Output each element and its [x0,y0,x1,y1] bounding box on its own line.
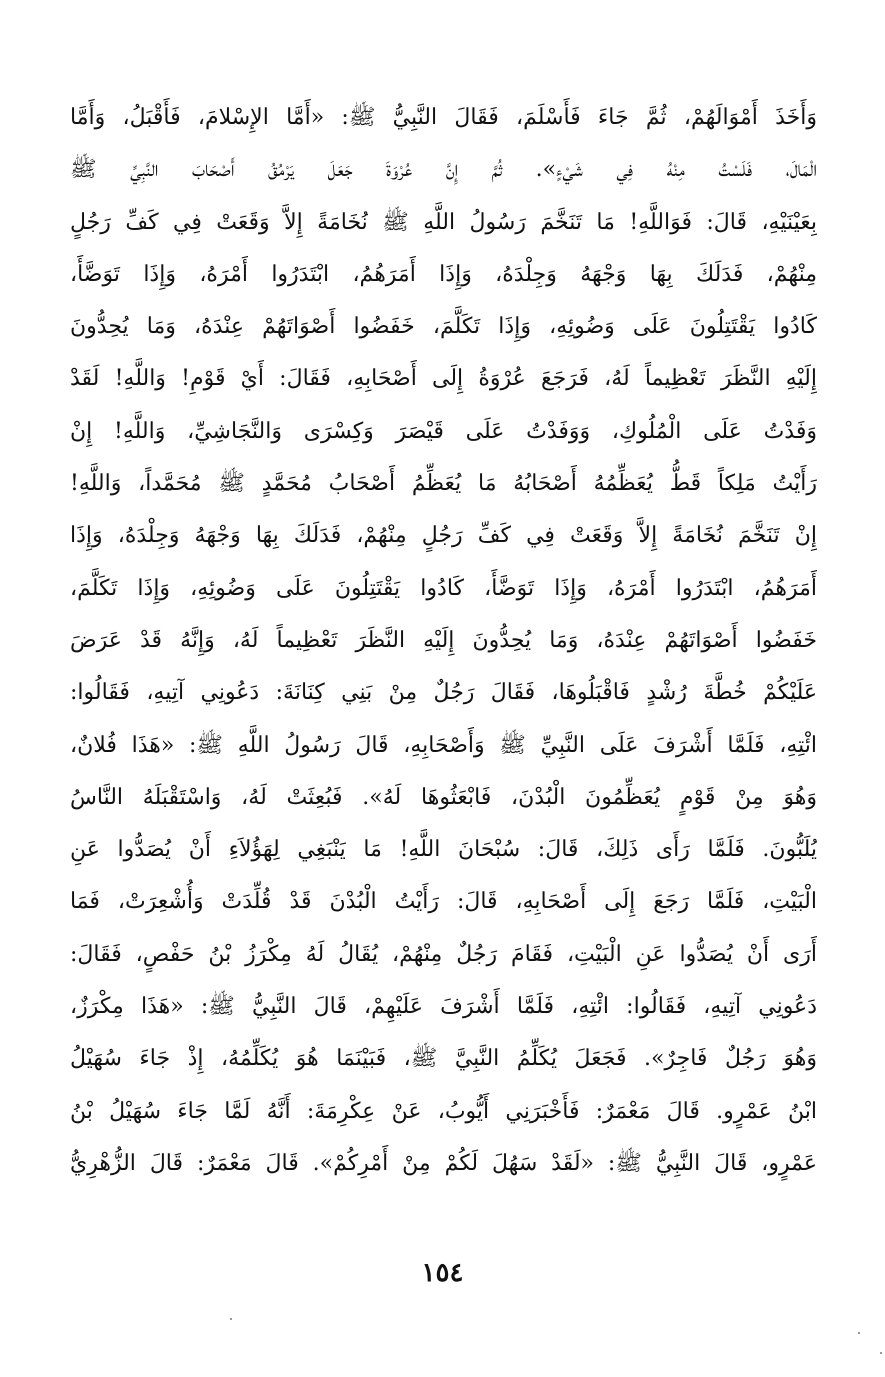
text-line: أَمَرَهُمُ، ابْتَدَرُوا أَمْرَهُ، وَإِذَا تَوَضَّأَ، كَادُوا يَقْتَتِلُونَ عَلَى وَضُوئِهِ، وَإِذَا تَكَلَّمَ، [70,575,817,601]
text-line: ائْتِهِ، فَلَمَّا أَشْرَفَ عَلَى النَّبِيِّ ﷺ وَأَصْحَابِهِ، قَالَ رَسُولُ اللَّهِ ﷺ: «هَذَا فُلانٌ، [70,732,817,758]
text-line: إِنْ تَنَخَّمَ نُخَامَةً إِلاَّ وَقَعَتْ فِي كَفِّ رَجُلٍ مِنْهُمْ، فَدَلَكَ بِهَا وَجْهَهُ وَجِلْدَهُ، وَإِذَا [70,523,817,549]
scan-speck [230,1318,232,1320]
text-line: إِلَيْهِ النَّظَرَ تَعْظِيماً لَهُ، فَرَجَعَ عُرْوَةُ إِلَى أَصْحَابِهِ، فَقَالَ: أَيْ قَوْمِ! وَاللَّهِ! لَقَدْ [70,366,817,392]
scan-speck [858,1332,860,1334]
text-line: وَهُوَ رَجُلٌ فَاجِرٌ». فَجَعَلَ يُكَلِّمُ النَّبِيَّ ﷺ، فَبَيْنَمَا هُوَ يُكَلِّمُهُ، إِذْ جَاءَ سُهَيْلُ [70,1046,817,1072]
text-line: وَأَخَذَ أَمْوَالَهُمْ، ثُمَّ جَاءَ فَأَسْلَمَ، فَقَالَ النَّبِيُّ ﷺ: «أَمَّا الإِسْلامَ، فَأَقْبَلُ، وَأَمَّا [70,105,817,130]
text-line: أَرَى أَنْ يُصَدُّوا عَنِ الْبَيْتِ، فَقَامَ رَجُلٌ مِنْهُمْ، يُقَالُ لَهُ مِكْرَزُ بْنُ حَفْصٍ، فَقَالَ: [70,941,817,967]
body-text [70,92,817,1190]
text-line: كَادُوا يَقْتَتِلُونَ عَلَى وَضُوئِهِ، وَإِذَا تَكَلَّمَ، خَفَضُوا أَصْوَاتَهُمْ عِنْدَهُ، وَمَا يُحِدُّونَ [70,314,817,340]
scan-speck [880,1352,882,1354]
text-line: خَفَضُوا أَصْوَاتَهُمْ عِنْدَهُ، وَمَا يُحِدُّونَ إِلَيْهِ النَّظَرَ تَعْظِيماً لَهُ، وَإِنَّهُ قَدْ عَرَضَ [70,627,817,653]
text-line: رَأَيْتُ مَلِكاً قَطُّ يُعَظِّمُهُ أَصْحَابُهُ مَا يُعَظِّمُ أَصْحَابُ مُحَمَّدٍ ﷺ مُحَمَّداً، وَاللَّهِ! [70,471,817,497]
text-line: بِعَيْنَيْهِ، قَالَ: فَوَاللَّهِ! مَا تَنَخَّمَ رَسُولُ اللَّهِ ﷺ نُخَامَةً إِلاَّ وَقَعَتْ فِي كَفِّ رَجُلٍ [70,209,817,235]
text-line: يُلَبُّونَ. فَلَمَّا رَأَى ذَلِكَ، قَالَ: سُبْحَانَ اللَّهِ! مَا يَنْبَغِي لِهَؤُلاَءِ أَنْ يُصَدُّوا عَنِ [70,837,817,863]
text-line: الْمَالَ، فَلَسْتُ مِنْهُ فِي شَيْءٍ». ثُمَّ إِنَّ عُرْوَةَ جَعَلَ يَرْمُقُ أَصْحَابَ النَّبِيِّ ﷺ [70,157,817,183]
text-line: عَمْرٍو، قَالَ النَّبِيُّ ﷺ: «لَقَدْ سَهُلَ لَكُمْ مِنْ أَمْرِكُمْ». قَالَ مَعْمَرٌ: قَالَ الزُّهْرِيُّ [70,1150,817,1176]
text-line: عَلَيْكُمْ خُطَّةَ رُشْدٍ فَاقْبَلُوهَا، فَقَالَ رَجُلٌ مِنْ بَنِي كِنَانَةَ: دَعُونِي آتِيهِ، فَقَالُوا: [70,680,817,706]
text-line: دَعُونِي آتِيهِ، فَقَالُوا: ائْتِهِ، فَلَمَّا أَشْرَفَ عَلَيْهِمْ، قَالَ النَّبِيُّ ﷺ: «هَذَا مِكْرَزٌ، [70,994,817,1020]
text-line: وَهُوَ مِنْ قَوْمٍ يُعَظِّمُونَ الْبُدْنَ، فَابْعَثُوهَا لَهُ». فَبُعِثَتْ لَهُ، وَاسْتَقْبَلَهُ النَّاسُ [70,784,817,810]
text-line: ابْنُ عَمْرٍو. قَالَ مَعْمَرٌ: فَأَخْبَرَنِي أَيُّوبُ، عَنْ عِكْرِمَةَ: أَنَّهُ لَمَّا جَاءَ سُهَيْلُ بْنُ [70,1098,817,1124]
page-number: ١٥٤ [421,1258,464,1288]
text-line: وَفَدْتُ عَلَى الْمُلُوكِ، وَوَفَدْتُ عَلَى قَيْصَرَ وَكِسْرَى وَالنَّجَاشِيِّ، وَاللَّهِ! إِنْ [70,418,817,444]
text-line: الْبَيْتِ، فَلَمَّا رَجَعَ إِلَى أَصْحَابِهِ، قَالَ: رَأَيْتُ الْبُدْنَ قَدْ قُلِّدَتْ وَأُشْعِرَتْ، فَمَا [70,889,817,915]
text-line: مِنْهُمْ، فَدَلَكَ بِهَا وَجْهَهُ وَجِلْدَهُ، وَإِذَا أَمَرَهُمُ، ابْتَدَرُوا أَمْرَهُ، وَإِذَا تَوَضَّأَ، [70,261,817,287]
